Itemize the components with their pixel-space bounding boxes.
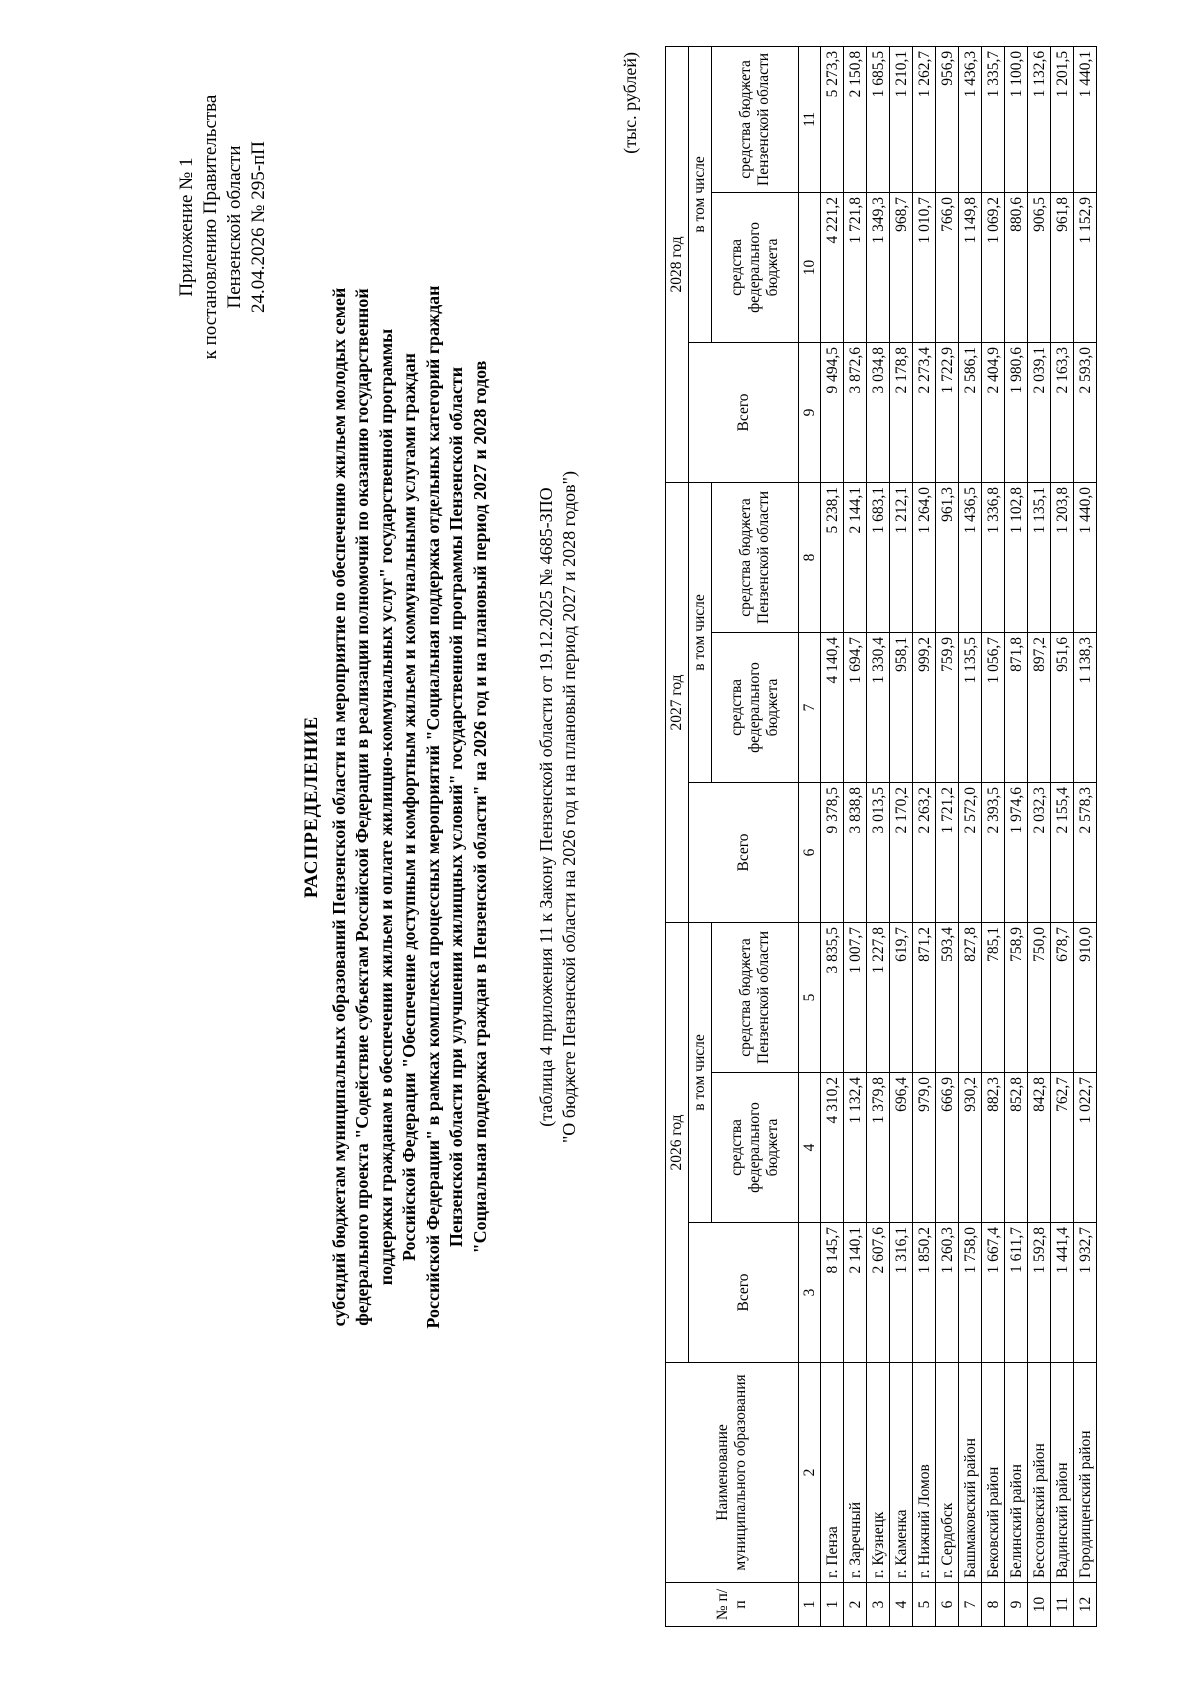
amount-cell: 1 980,6 bbox=[1005, 342, 1028, 482]
amount-cell: 956,9 bbox=[936, 46, 959, 192]
amount-cell: 2 150,8 bbox=[844, 46, 867, 192]
amount-cell: 968,7 bbox=[890, 192, 913, 342]
column-number-cell: 8 bbox=[799, 482, 821, 632]
amount-cell: 2 578,3 bbox=[1074, 782, 1097, 922]
amount-cell: 696,4 bbox=[890, 1073, 913, 1223]
table-row bbox=[1074, 46, 1097, 1626]
amount-cell: 2 032,3 bbox=[1028, 782, 1051, 922]
amount-cell: 2 404,9 bbox=[982, 342, 1005, 482]
amount-cell: 1 262,7 bbox=[913, 46, 936, 192]
header-name: Наименование муниципального образования bbox=[666, 1363, 799, 1583]
table-row bbox=[959, 46, 982, 1626]
amount-cell: 1 436,3 bbox=[959, 46, 982, 192]
amount-cell: 759,9 bbox=[936, 632, 959, 782]
municipality-name-cell: Бессоновский район bbox=[1028, 1363, 1051, 1583]
amount-cell: 3 034,8 bbox=[867, 342, 890, 482]
amount-cell: 2 155,4 bbox=[1051, 782, 1074, 922]
amount-cell: 3 835,5 bbox=[821, 922, 844, 1072]
amount-cell: 666,9 bbox=[936, 1073, 959, 1223]
header-year-2028: 2028 год bbox=[666, 46, 689, 482]
amount-cell: 852,8 bbox=[1005, 1073, 1028, 1223]
title-line-2: федерального проекта "Содействие субъектам Российской Федерации в реализации полномочий по оказанию государственной bbox=[352, 288, 372, 1326]
title-line-7: "Социальная поддержка граждан в Пензенской области" на 2026 год и на плановый период 2027 и 2028 годов bbox=[469, 360, 490, 1254]
amount-cell: 910,0 bbox=[1074, 922, 1097, 1072]
row-number-cell: 9 bbox=[1005, 1583, 1028, 1627]
amount-cell: 1 722,9 bbox=[936, 342, 959, 482]
title-line-5: Российской Федерации" в рамках комплекса процессных мероприятий "Социальная поддержка отдельных категорий граждан bbox=[422, 285, 443, 1329]
amount-cell: 1 721,8 bbox=[844, 192, 867, 342]
amount-cell: 999,2 bbox=[913, 632, 936, 782]
amount-cell: 958,1 bbox=[890, 632, 913, 782]
amount-cell: 1 210,1 bbox=[890, 46, 913, 192]
amount-cell: 1 022,7 bbox=[1074, 1073, 1097, 1223]
header-regional-2026: средства бюджета Пензенской области bbox=[712, 922, 799, 1072]
approval-line-3: Пензенской области bbox=[224, 145, 245, 309]
title-heading: РАСПРЕДЕЛЕНИЕ bbox=[301, 715, 322, 899]
amount-cell: 827,8 bbox=[959, 922, 982, 1072]
amount-cell: 5 238,1 bbox=[821, 482, 844, 632]
amount-cell: 1 336,8 bbox=[982, 482, 1005, 632]
amount-cell: 1 379,8 bbox=[867, 1073, 890, 1223]
municipality-name-cell: Бековский район bbox=[982, 1363, 1005, 1583]
amount-cell: 1 138,3 bbox=[1074, 632, 1097, 782]
amount-cell: 2 039,1 bbox=[1028, 342, 1051, 482]
column-number-cell: 4 bbox=[799, 1073, 821, 1223]
approval-stamp bbox=[175, 37, 271, 417]
municipality-name-cell: г. Пенза bbox=[821, 1363, 844, 1583]
amount-cell: 4 310,2 bbox=[821, 1073, 844, 1223]
amount-cell: 2 586,1 bbox=[959, 342, 982, 482]
title-line-4: Российской Федерации "Обеспечение доступным и комфортным жильем и коммунальными услугами граждан bbox=[399, 352, 419, 1262]
amount-cell: 2 572,0 bbox=[959, 782, 982, 922]
amount-cell: 1 683,1 bbox=[867, 482, 890, 632]
municipality-name-cell: Башмаковский район bbox=[959, 1363, 982, 1583]
amount-cell: 785,1 bbox=[982, 922, 1005, 1072]
amount-cell: 1 436,5 bbox=[959, 482, 982, 632]
table-row bbox=[913, 46, 936, 1626]
table-row bbox=[890, 46, 913, 1626]
column-number-row bbox=[799, 46, 821, 1626]
amount-cell: 1 316,1 bbox=[890, 1223, 913, 1363]
amount-cell: 758,9 bbox=[1005, 922, 1028, 1072]
header-regional-2028: средства бюджета Пензенской области bbox=[712, 46, 799, 192]
amount-cell: 1 667,4 bbox=[982, 1223, 1005, 1363]
header-num: № п/п bbox=[666, 1583, 799, 1627]
amount-cell: 1 440,0 bbox=[1074, 482, 1097, 632]
amount-cell: 880,6 bbox=[1005, 192, 1028, 342]
table-body bbox=[821, 46, 1097, 1626]
header-total-2027: Всего bbox=[689, 782, 799, 922]
amount-cell: 9 494,5 bbox=[821, 342, 844, 482]
amount-cell: 1 685,5 bbox=[867, 46, 890, 192]
header-including-2028: в том числе bbox=[689, 46, 712, 342]
title-line-6: Пензенской области при улучшении жилищных условий" государственной программы Пензенской области bbox=[446, 366, 466, 1248]
approval-line-4: 24.04.2026 № 295-пП bbox=[248, 141, 269, 313]
municipality-name-cell: Белинский район bbox=[1005, 1363, 1028, 1583]
column-number-cell: 6 bbox=[799, 782, 821, 922]
source-line-1: (таблица 4 приложения 11 к Закону Пензенской области от 19.12.2025 № 4685-ЗПО bbox=[536, 487, 556, 1127]
municipality-name-cell: г. Заречный bbox=[844, 1363, 867, 1583]
amount-cell: 593,4 bbox=[936, 922, 959, 1072]
row-number-cell: 11 bbox=[1051, 1583, 1074, 1627]
table-row bbox=[821, 46, 844, 1626]
amount-cell: 1 850,2 bbox=[913, 1223, 936, 1363]
row-number-cell: 7 bbox=[959, 1583, 982, 1627]
amount-cell: 871,8 bbox=[1005, 632, 1028, 782]
amount-cell: 2 607,6 bbox=[867, 1223, 890, 1363]
amount-cell: 2 140,1 bbox=[844, 1223, 867, 1363]
amount-cell: 1 227,8 bbox=[867, 922, 890, 1072]
row-number-cell: 3 bbox=[867, 1583, 890, 1627]
amount-cell: 897,2 bbox=[1028, 632, 1051, 782]
column-number-cell: 3 bbox=[799, 1223, 821, 1363]
amount-cell: 9 378,5 bbox=[821, 782, 844, 922]
amount-cell: 1 330,4 bbox=[867, 632, 890, 782]
header-including-2027: в том числе bbox=[689, 482, 712, 782]
amount-cell: 1 135,1 bbox=[1028, 482, 1051, 632]
header-regional-2027: средства бюджета Пензенской области bbox=[712, 482, 799, 632]
row-number-cell: 6 bbox=[936, 1583, 959, 1627]
amount-cell: 1 069,2 bbox=[982, 192, 1005, 342]
amount-cell: 2 170,2 bbox=[890, 782, 913, 922]
amount-cell: 3 013,5 bbox=[867, 782, 890, 922]
units-label: (тыс. рублей) bbox=[620, 52, 640, 154]
amount-cell: 1 440,1 bbox=[1074, 46, 1097, 192]
amount-cell: 4 221,2 bbox=[821, 192, 844, 342]
column-number-cell: 7 bbox=[799, 632, 821, 782]
amount-cell: 2 393,5 bbox=[982, 782, 1005, 922]
amount-cell: 1 441,4 bbox=[1051, 1223, 1074, 1363]
amount-cell: 1 721,2 bbox=[936, 782, 959, 922]
header-row-years bbox=[666, 46, 689, 1626]
header-total-2028: Всего bbox=[689, 342, 799, 482]
amount-cell: 871,2 bbox=[913, 922, 936, 1072]
amount-cell: 2 163,3 bbox=[1051, 342, 1074, 482]
row-number-cell: 10 bbox=[1028, 1583, 1051, 1627]
amount-cell: 842,8 bbox=[1028, 1073, 1051, 1223]
column-number-cell: 9 bbox=[799, 342, 821, 482]
amount-cell: 1 010,7 bbox=[913, 192, 936, 342]
amount-cell: 882,3 bbox=[982, 1073, 1005, 1223]
amount-cell: 1 974,6 bbox=[1005, 782, 1028, 922]
amount-cell: 1 149,8 bbox=[959, 192, 982, 342]
amount-cell: 8 145,7 bbox=[821, 1223, 844, 1363]
amount-cell: 961,8 bbox=[1051, 192, 1074, 342]
table-row bbox=[1028, 46, 1051, 1626]
amount-cell: 1 335,7 bbox=[982, 46, 1005, 192]
table-row bbox=[867, 46, 890, 1626]
amount-cell: 766,0 bbox=[936, 192, 959, 342]
table-row bbox=[1051, 46, 1074, 1626]
amount-cell: 1 007,7 bbox=[844, 922, 867, 1072]
amount-cell: 4 140,4 bbox=[821, 632, 844, 782]
amount-cell: 961,3 bbox=[936, 482, 959, 632]
amount-cell: 1 694,7 bbox=[844, 632, 867, 782]
amount-cell: 2 144,1 bbox=[844, 482, 867, 632]
amount-cell: 979,0 bbox=[913, 1073, 936, 1223]
approval-line-2: к постановлению Правительства bbox=[200, 94, 221, 360]
amount-cell: 762,7 bbox=[1051, 1073, 1074, 1223]
table-row bbox=[1005, 46, 1028, 1626]
amount-cell: 1 203,8 bbox=[1051, 482, 1074, 632]
title-line-1: субсидий бюджетам муниципальных образований Пензенской области на мероприятие по обеспечению жильем молодых семей bbox=[328, 287, 349, 1327]
amount-cell: 1 100,0 bbox=[1005, 46, 1028, 192]
amount-cell: 1 132,4 bbox=[844, 1073, 867, 1223]
table-row bbox=[936, 46, 959, 1626]
row-number-cell: 1 bbox=[821, 1583, 844, 1627]
amount-cell: 930,2 bbox=[959, 1073, 982, 1223]
amount-cell: 906,5 bbox=[1028, 192, 1051, 342]
amount-cell: 951,6 bbox=[1051, 632, 1074, 782]
table-row bbox=[844, 46, 867, 1626]
amount-cell: 1 132,6 bbox=[1028, 46, 1051, 192]
municipality-name-cell: г. Нижний Ломов bbox=[913, 1363, 936, 1583]
amount-cell: 1 212,1 bbox=[890, 482, 913, 632]
amount-cell: 1 201,5 bbox=[1051, 46, 1074, 192]
amount-cell: 3 838,8 bbox=[844, 782, 867, 922]
amount-cell: 1 102,8 bbox=[1005, 482, 1028, 632]
amount-cell: 1 152,9 bbox=[1074, 192, 1097, 342]
municipality-name-cell: Городищенский район bbox=[1074, 1363, 1097, 1583]
header-year-2027: 2027 год bbox=[666, 482, 689, 922]
amount-cell: 1 758,0 bbox=[959, 1223, 982, 1363]
amount-cell: 2 593,0 bbox=[1074, 342, 1097, 482]
amount-cell: 1 349,3 bbox=[867, 192, 890, 342]
row-number-cell: 5 bbox=[913, 1583, 936, 1627]
header-federal-2026: средства федерального бюджета bbox=[712, 1073, 799, 1223]
header-including-2026: в том числе bbox=[689, 922, 712, 1222]
subsidy-table bbox=[665, 46, 1097, 1627]
approval-line-1: Приложение № 1 bbox=[176, 157, 197, 297]
amount-cell: 5 273,3 bbox=[821, 46, 844, 192]
column-number-cell: 1 bbox=[799, 1583, 821, 1627]
source-line-2: "О бюджете Пензенской области на 2026 год и на плановый период 2027 и 2028 годов") bbox=[559, 470, 579, 1144]
municipality-name-cell: г. Сердобск bbox=[936, 1363, 959, 1583]
source-note bbox=[535, 117, 581, 1497]
amount-cell: 1 932,7 bbox=[1074, 1223, 1097, 1363]
row-number-cell: 8 bbox=[982, 1583, 1005, 1627]
amount-cell: 750,0 bbox=[1028, 922, 1051, 1072]
column-number-cell: 11 bbox=[799, 46, 821, 192]
municipality-name-cell: г. Кузнецк bbox=[867, 1363, 890, 1583]
amount-cell: 1 135,5 bbox=[959, 632, 982, 782]
amount-cell: 1 592,8 bbox=[1028, 1223, 1051, 1363]
amount-cell: 2 178,8 bbox=[890, 342, 913, 482]
amount-cell: 2 273,4 bbox=[913, 342, 936, 482]
header-federal-2028: средства федерального бюджета bbox=[712, 192, 799, 342]
row-number-cell: 12 bbox=[1074, 1583, 1097, 1627]
municipality-name-cell: г. Каменка bbox=[890, 1363, 913, 1583]
column-number-cell: 10 bbox=[799, 192, 821, 342]
row-number-cell: 2 bbox=[844, 1583, 867, 1627]
header-year-2026: 2026 год bbox=[666, 922, 689, 1362]
amount-cell: 1 260,3 bbox=[936, 1223, 959, 1363]
amount-cell: 1 611,7 bbox=[1005, 1223, 1028, 1363]
amount-cell: 619,7 bbox=[890, 922, 913, 1072]
amount-cell: 1 056,7 bbox=[982, 632, 1005, 782]
amount-cell: 1 264,0 bbox=[913, 482, 936, 632]
column-number-cell: 2 bbox=[799, 1363, 821, 1583]
amount-cell: 2 263,2 bbox=[913, 782, 936, 922]
header-total-2026: Всего bbox=[689, 1223, 799, 1363]
amount-cell: 678,7 bbox=[1051, 922, 1074, 1072]
municipality-name-cell: Вадинский район bbox=[1051, 1363, 1074, 1583]
table-row bbox=[982, 46, 1005, 1626]
column-number-cell: 5 bbox=[799, 922, 821, 1072]
header-federal-2027: средства федерального бюджета bbox=[712, 632, 799, 782]
amount-cell: 3 872,6 bbox=[844, 342, 867, 482]
title-line-3: поддержки гражданам в обеспечении жильем и оплате жилищно-коммунальных услуг" государственной программы bbox=[375, 328, 396, 1286]
row-number-cell: 4 bbox=[890, 1583, 913, 1627]
document-title bbox=[300, 117, 492, 1497]
